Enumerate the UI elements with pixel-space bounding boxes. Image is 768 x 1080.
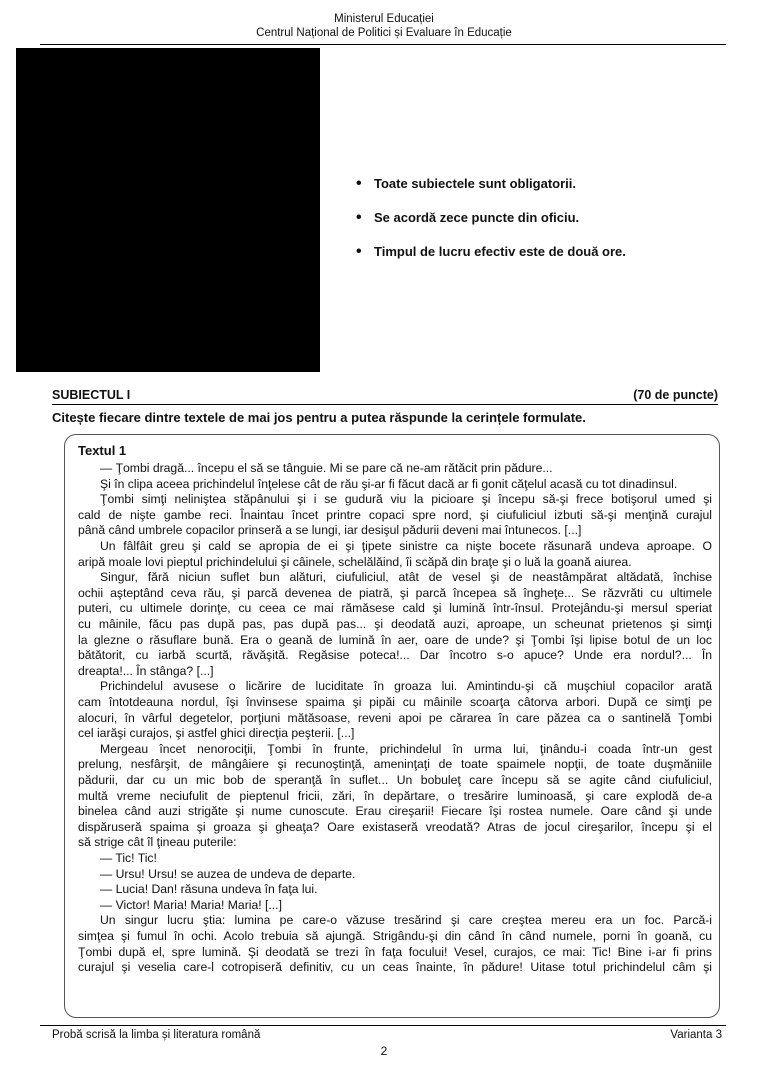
exam-rules-list (356, 176, 626, 278)
text-line: multă vreme neciufulit de pieptenul fricii, zări, în depărtare, o tresărire luminoasă, şi care explodă de-a (78, 788, 712, 803)
text-line: — Victor! Maria! Maria! Maria! [...] (100, 897, 282, 912)
redacted-block (16, 48, 320, 372)
subject-divider (52, 404, 718, 405)
text-line: cam întotdeauna nordul, îşi învinsese spaima şi pipăi cu mâinile scoarţa câtorva arbori. După ce simţi pe (78, 695, 712, 709)
text-line: — Tic! Tic! (100, 851, 157, 865)
footer-exam-name: Probă scrisă la limba și literatura română (52, 1029, 261, 1041)
document-header (40, 12, 728, 40)
text-line: cu mâinile, făcu pas după pas, pas după pas... şi deodată auzi, aproape, un scheunat prietenos şi simţi (78, 617, 712, 631)
text-line: Şi în clipa aceea prichindelul înţelese cât de rău şi-ar fi făcut dacă ar fi gonit căţelul acasă cu tot dinadinsul. (100, 476, 678, 491)
ministry-name: Ministerul Educației (334, 13, 434, 25)
subject-points: (70 de puncte) (633, 388, 718, 402)
text-line: curajul şi veselia care-l cotropiseră definitiv, cu un ceas înainte, în pădure! Uitase totul prichindelul câm şi (78, 960, 712, 975)
text-line: prelung, nesfârşit, de mângâiere şi recunoştinţă, ameninţaţi de toate spaimele nopţii, de toate duşmăniile (78, 757, 712, 772)
text-line: — Ursu! Ursu! se auzea de undeva de departe. (100, 866, 356, 881)
footer-variant: Varianta 3 (670, 1029, 722, 1041)
rule-item: • Se acordă zece puncte din oficiu. (356, 210, 626, 225)
text-line: Ţombi după el, spre lumină. Şi deodată se trezi în faţa focului! Vesel, curajos, ce mai: Tic! Bine i-ar fi prins (78, 944, 712, 959)
subject-title: SUBIECTUL I (52, 388, 131, 402)
text-line: aripă moale lovi pieptul prichindelului şi câinele, schelălăind, îi scăpă din braţe şi o luă la goană aiurea. (78, 554, 632, 569)
page-number: 2 (380, 1044, 388, 1058)
text-line: alocuri, în vârful degetelor, porţiuni mătăsoase, reveni apoi pe cărarea în care păzea ca o santinelă Ţombi (78, 710, 712, 725)
text-line: binelea când auzi strigăte şi nume cunoscute. Erau cireşarii! Fiecare îşi rostea numele. Oare când şi unde (78, 804, 712, 819)
text-line: bătătorit, cu iarbă scurtă, răvăşită. Regăsise poteca!... Dar încotro s-o apuce? Unde era nordul?... În (78, 648, 712, 663)
text-line: Mergeau încet nenorociţii, Ţombi în frunte, prichindelul în urma lui, ţinându-i coada într-un gest (100, 741, 712, 756)
text-line: Prichindelul avusese o licărire de luciditate în groaza lui. Amintindu-şi că muşchiul copacilor arată (100, 679, 712, 694)
text-line: — Ţombi dragă... începu el să se tânguie. Mi se pare că ne-am rătăcit prin pădure... (100, 461, 553, 475)
text-line: dispăruseră spaima şi groaza şi gheaţa? Oare existaseră vreodată? Atras de jocul cireşarilor, începu şi el (78, 819, 712, 834)
text-line: Singur, fără niciun suflet bun alături, ciufuliciul, atât de vesel şi de neastâmpărat altădată, închise (100, 570, 712, 585)
text-line: să strige cât îl ţineau puterile: (78, 835, 237, 850)
rule-item: • Toate subiectele sunt obligatorii. (356, 176, 626, 191)
text-line: simţea şi fumul în ochi. Acolo trebuia să ajungă. Strigându-şi din când în când numele, porni în goană, cu (78, 929, 712, 943)
text-line: Un singur lucru ştia: lumina pe care-o văzuse tresărind şi care creştea mereu era un foc. Parcă-i (100, 913, 712, 928)
text-line: până când umbrele copacilor prinseră a se lungi, iar desişul pădurii deveni mai întunecos. [...] (78, 523, 582, 538)
text-line: cel iarăşi curajos, şi astfel ghici direcţia peşterii. [...] (78, 726, 355, 741)
text-line: Ţombi simţi neliniştea stăpânului şi i se gudură viu la picioare şi începu să-şi frece botişorul umed şi (100, 492, 712, 507)
text-title: Textul 1 (78, 443, 127, 458)
center-name: Centrul Național de Politici și Evaluare în Educație (256, 27, 512, 39)
text-line: puteri, cu ultimele dorinţe, cu ceea ce mai rămăsese cald şi lumină într-însul. Protejându-şi mersul speriat (78, 601, 712, 616)
text-line: la glezne o răsuflare bună. Era o geană de lumină în aer, oare de unde? şi Ţombi îşi lipise botul de un loc (78, 632, 712, 647)
footer-divider (40, 1025, 726, 1026)
text-line: ochii aşteptând ceva rău, şi parcă devenea de piatră, şi parcă începea să îngheţe... Se răzvrăti cu ultimele (78, 585, 712, 600)
text-line: Un fâlfâit greu şi cald se apropia de ei şi ţipete sinistre ca nişte bocete răsunară undeva aproape. O (100, 539, 712, 553)
text-line: pădurii, dar cu un mic bob de speranţă în suflet... Un bobuleţ care începu să se agite când ciufuliciul, (78, 773, 712, 787)
text-line: dreapta!... În stânga? [...] (78, 663, 214, 678)
header-divider (40, 44, 726, 45)
text-line: cald de nişte gambe reci. Înaintau încet printre copaci spre nord, şi ciufuliciul izbuti să-şi menţină curajul (78, 507, 712, 522)
subject-instruction: Citește fiecare dintre textele de mai jos pentru a putea răspunde la cerințele formulate. (52, 410, 586, 425)
rule-item: • Timpul de lucru efectiv este de două ore. (356, 244, 626, 259)
text-line: — Lucia! Dan! răsuna undeva în faţa lui. (100, 882, 318, 897)
